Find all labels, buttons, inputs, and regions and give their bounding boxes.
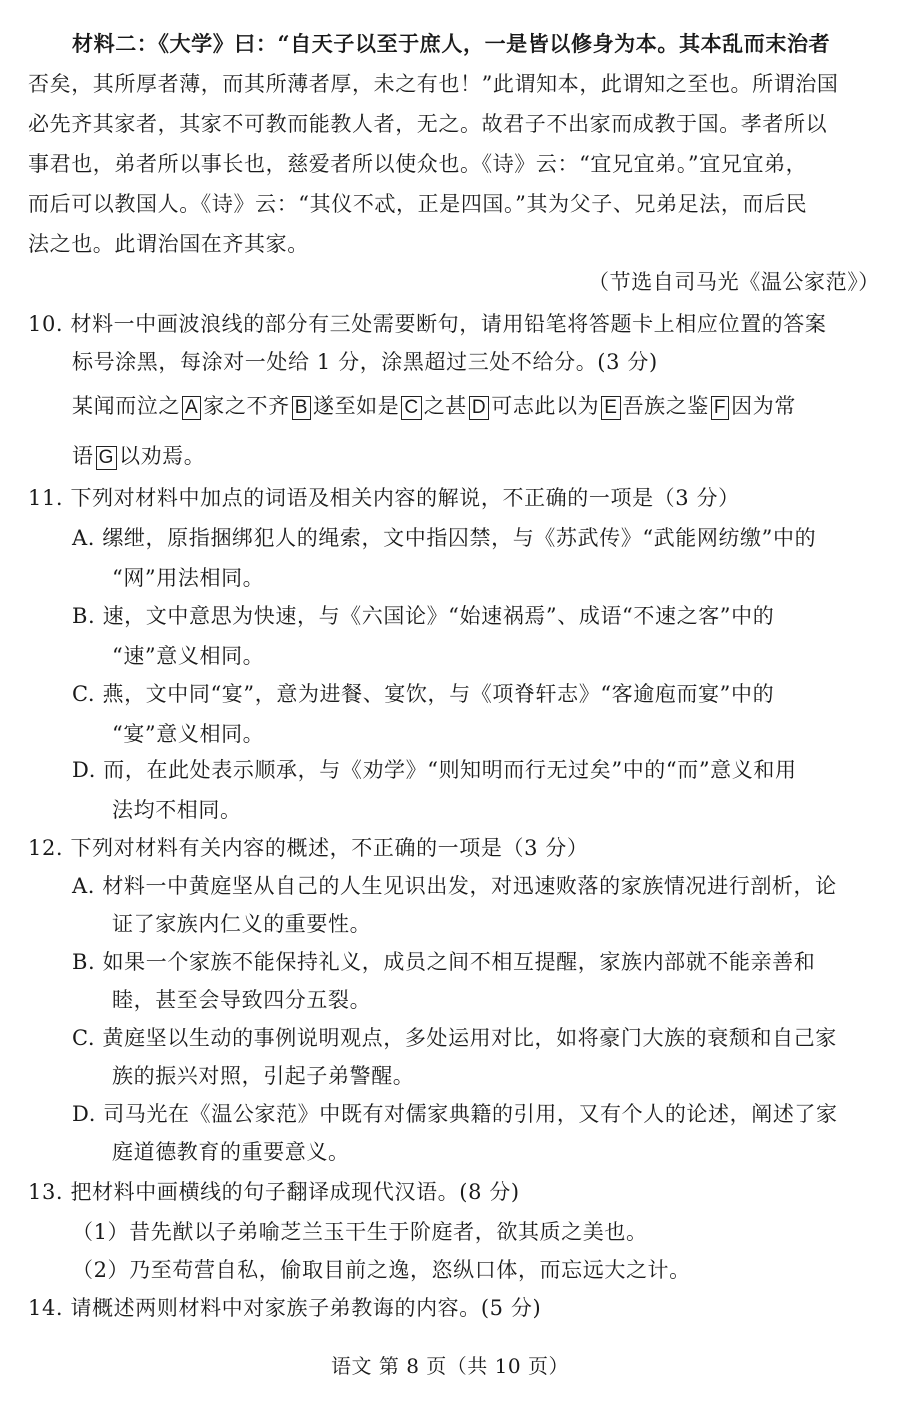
q10-text: 某闻而泣之 [72,394,180,418]
q12-option-c-cont: 族的振兴对照，引起子弟警醒。 [112,1064,415,1088]
material2-line-4: 事君也，弟者所以事长也，慈爱者所以使众也。《诗》云：“宜兄宜弟。”宜兄宜弟， [28,152,808,176]
q10-stem-line-1: 10. 材料一中画波浪线的部分有三处需要断句，请用铅笔将答题卡上相应位置的答案 [28,312,827,336]
q10-box-e[interactable]: E [601,396,620,420]
q12-option-d-cont: 庭道德教育的重要意义。 [112,1140,350,1164]
q10-box-b[interactable]: B [292,396,311,420]
material2-line-5: 而后可以教国人。《诗》云：“其仪不忒，正是四国。”其为父子、兄弟足法，而后民 [28,192,808,216]
q10-text: 以劝焉。 [119,444,206,468]
material2-source: （节选自司马光《温公家范》） [588,270,880,294]
q11-option-a-cont: “网”用法相同。 [112,566,265,590]
material2-line-6: 法之也。此谓治国在齐其家。 [28,232,309,256]
q10-box-f[interactable]: F [711,396,729,420]
q13-stem: 13. 把材料中画横线的句子翻译成现代汉语。(8 分) [28,1180,520,1204]
q11-option-d: D. 而，在此处表示顺承，与《劝学》“则知明而行无过矣”中的“而”意义和用 [72,758,797,782]
q10-text: 吾族之鉴 [622,394,709,418]
q11-option-b-cont: “速”意义相同。 [112,644,265,668]
q10-box-c[interactable]: C [401,396,421,420]
q12-option-b-cont: 睦，甚至会导致四分五裂。 [112,988,372,1012]
q11-stem: 11. 下列对材料中加点的词语及相关内容的解说，不正确的一项是（3 分） [28,486,740,510]
q10-text: 可志此以为 [491,394,600,418]
q10-text: 语 [72,444,94,468]
q11-option-a: A. 缧绁，原指捆绑犯人的绳索，文中指囚禁，与《苏武传》“武能网纺缴”中的 [72,526,817,550]
q11-option-d-cont: 法均不相同。 [112,798,242,822]
q10-box-a[interactable]: A [182,396,201,420]
q12-option-d: D. 司马光在《温公家范》中既有对儒家典籍的引用，又有个人的论述，阐述了家 [72,1102,838,1126]
q12-stem: 12. 下列对材料有关内容的概述，不正确的一项是（3 分） [28,836,589,860]
q12-option-a-cont: 证了家族内仁义的重要性。 [112,912,372,936]
q13-item-2: （2）乃至苟营自私，偷取目前之逸，恣纵口体，而忘远大之计。 [72,1258,691,1282]
q12-option-a: A. 材料一中黄庭坚从自己的人生见识出发，对迅速败落的家族情况进行剖析，论 [72,874,837,898]
q13-item-1: （1）昔先猷以子弟喻芝兰玉干生于阶庭者，欲其质之美也。 [72,1220,648,1244]
q10-text: 遂至如是 [312,394,400,418]
q11-option-b: B. 速，文中意思为快速，与《六国论》“始速祸焉”、成语“不速之客”中的 [72,604,775,628]
q10-stem-line-2: 标号涂黑，每涂对一处给 1 分，涂黑超过三处不给分。(3 分) [72,350,658,374]
q12-option-c: C. 黄庭坚以生动的事例说明观点，多处运用对比，如将豪门大族的衰颓和自己家 [72,1026,837,1050]
q10-text: 因为常 [731,394,796,418]
q12-option-b: B. 如果一个家族不能保持礼义，成员之间不相互提醒，家族内部就不能亲善和 [72,950,816,974]
q10-sentence-line-1 [72,392,796,420]
q10-box-d[interactable]: D [469,396,489,420]
material2-line-2: 否矣，其所厚者薄，而其所薄者厚，未之有也！”此谓知本，此谓知之至也。所谓治国 [28,72,839,96]
material2-line-1: 材料二：《大学》曰：“自天子以至于庶人，一是皆以修身为本。其本乱而末治者 [72,31,831,56]
q11-option-c-cont: “宴”意义相同。 [112,722,265,746]
q10-text: 家之不齐 [203,394,290,418]
material2-line-3: 必先齐其家者，其家不可教而能教人者，无之。故君子不出家而成教于国。孝者所以 [28,112,828,136]
q10-box-g[interactable]: G [96,446,117,470]
page-footer: 语文 第 8 页（共 10 页） [331,1354,569,1378]
q10-sentence-line-2 [72,442,205,470]
q14-stem: 14. 请概述两则材料中对家族子弟教诲的内容。(5 分) [28,1296,542,1320]
q10-text: 之甚 [423,394,467,418]
q11-option-c: C. 燕，文中同“宴”，意为进餐、宴饮，与《项脊轩志》“客逾庖而宴”中的 [72,682,775,706]
